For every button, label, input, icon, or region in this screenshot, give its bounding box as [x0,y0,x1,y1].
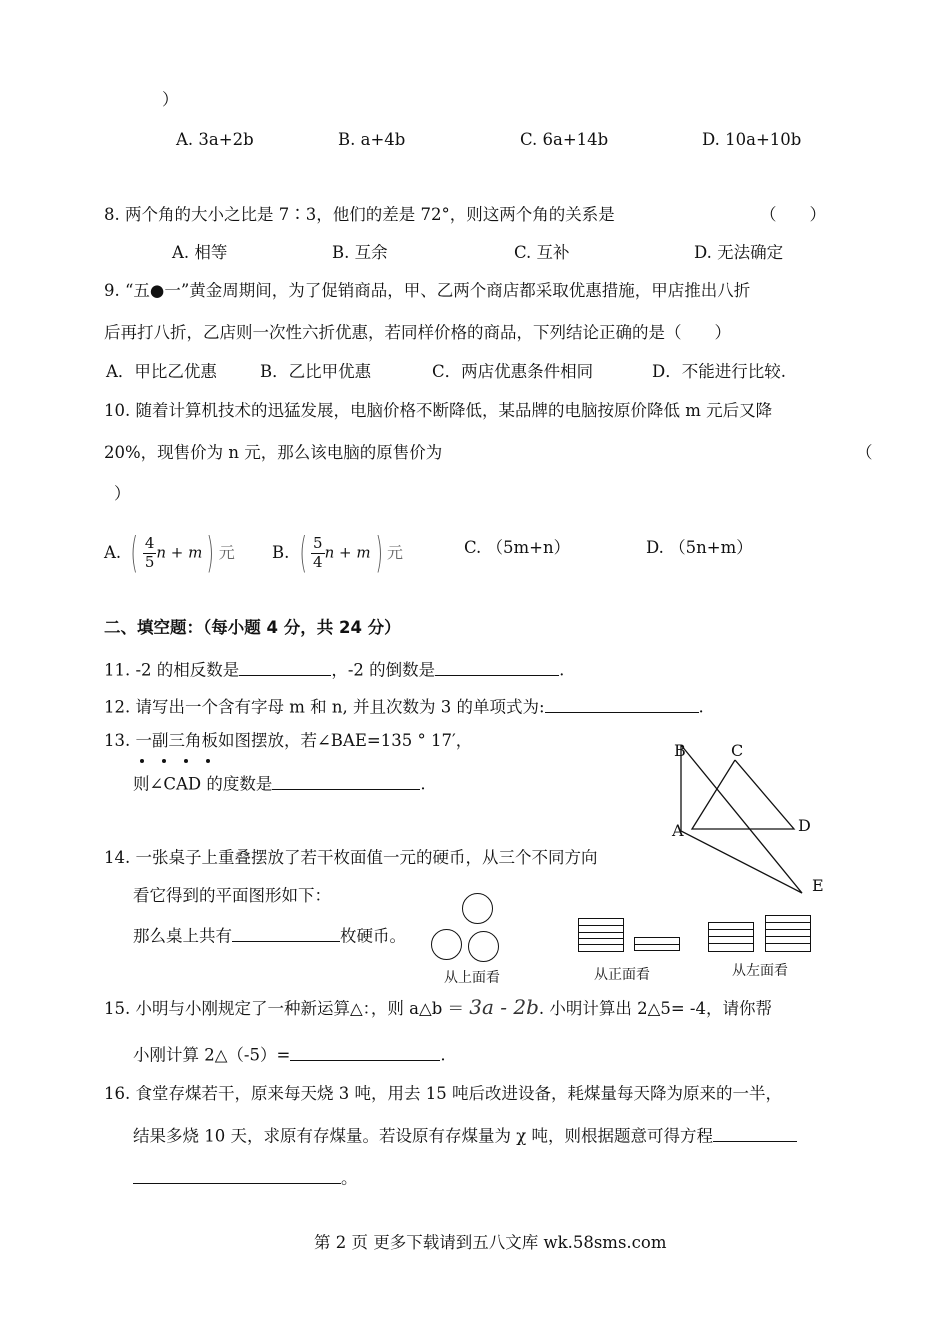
q15-line2-text: 小刚计算 2△（-5）= [133,1045,291,1065]
coin-top [462,893,493,924]
q7-option-b: B. a+4b [338,130,406,149]
q9-option-a: A．甲比乙优惠 [106,362,217,381]
q12-end: . [698,697,704,717]
q10-option-b-unit: 元 [386,543,403,562]
coin-bottom-right [468,931,499,962]
label-a: A [672,821,684,840]
q10-line2: 20%，现售价为 n 元，那么该电脑的原售价为 [104,443,443,462]
q10-paren-close: ） [114,484,131,503]
q15-blank[interactable] [290,1043,440,1061]
q10-option-d: D. （5n+m） [646,538,753,557]
q16-blank1[interactable] [713,1124,797,1142]
emphasis-dot [206,759,210,763]
q10-option-b-label: B. [272,542,290,562]
q8-option-d: D. 无法确定 [694,243,784,262]
label-d: D [798,816,811,835]
q9-line1: 9. “五●一”黄金周期间，为了促销商品，甲、乙两个商店都采取优惠措施，甲店推出八折 [104,281,751,300]
left-stack-1 [708,922,754,952]
q16-line2 [133,1124,797,1146]
q14-line2: 看它得到的平面图形如下： [133,886,331,905]
q12-text: 12. 请写出一个含有字母 m 和 n, 并且次数为 3 的单项式为: [104,697,545,717]
q10-option-b-expr: n + m [324,543,371,562]
q8-paren: （ ） [760,205,826,224]
q10-paren-open: （ [856,443,873,462]
q10-option-a-fraction: $\frac{4}{5}$ [144,534,155,571]
q14-line3a: 那么桌上共有 [133,926,232,946]
right-paren: ) [206,528,215,577]
set-square-2 [692,760,794,829]
q16-blank2[interactable] [133,1166,341,1184]
q11-blank2[interactable] [435,658,559,676]
q15-end: . [440,1045,446,1065]
emphasis-dot [162,759,166,763]
q16-end: 。 [341,1168,358,1188]
coin-bottom-left [431,929,462,960]
q13-line2 [133,772,426,794]
q14-line3b: 枚硬币。 [340,926,406,946]
q10-option-b [272,528,403,577]
label-c: C [731,741,744,760]
q7-option-d: D. 10a+10b [702,130,802,149]
left-paren: ( [299,528,307,577]
q8-option-b: B. 互余 [332,243,388,262]
q15-formula: 3a - 2b [469,995,539,1019]
emphasis-dot [140,759,144,763]
q7-paren-close: ） [162,90,179,109]
q7-option-c: C. 6a+14b [520,130,609,149]
q8-option-c: C. 互补 [514,243,570,262]
q11-blank1[interactable] [239,658,331,676]
q11 [104,658,564,680]
left-paren: ( [130,528,139,577]
q15-line1b: . 小明计算出 2△5= -4，请你帮 [538,999,772,1018]
q13-line2-text: 则∠CAD 的度数是 [133,774,273,794]
q14-line3 [133,924,406,946]
q16-line2-text: 结果多烧 10 天，求原有存煤量。若设原有存煤量为 χ 吨，则根据题意可得方程 [133,1126,713,1146]
q13-end: . [420,774,426,794]
q15-line1 [104,995,772,1019]
footer: 第 2 页 更多下载请到五八文库 wk.58sms.com [314,1233,667,1252]
left-stack-2 [765,915,811,952]
q12 [104,695,704,717]
q9-line2: 后再打八折，乙店则一次性六折优惠，若同样价格的商品，下列结论正确的是（ ） [104,323,731,342]
q10-option-b-fraction: $\frac{5}{4}$ [313,534,323,571]
q16-line3 [133,1166,358,1188]
q14-line1: 14. 一张桌子上重叠摆放了若干枚面值一元的硬币，从三个不同方向 [104,848,598,867]
q9-option-d: D．不能进行比较. [652,362,786,381]
q9-option-c: C．两店优惠条件相同 [432,362,594,381]
q10-option-a [104,528,235,577]
label-b: B [674,741,686,760]
q11-end: . [559,660,565,680]
q13-line1: 13. 一副三角板如图摆放，若∠BAE=135 ° 17′， [104,731,473,750]
label-e: E [812,876,824,895]
q11-part1: 11. -2 的相反数是 [104,660,240,680]
caption-front-view: 从正面看 [594,967,650,983]
front-stack-1 [578,918,624,952]
right-paren: ) [375,528,383,577]
section2-title: 二、填空题：（每小题 4 分，共 24 分） [104,618,401,637]
q13-triangle-figure [660,735,840,900]
q13-blank[interactable] [272,772,420,790]
q10-option-c: C. （5m+n） [464,538,571,557]
q15-line1a: 15. 小明与小刚规定了一种新运算△：，则 a△b ＝ [104,999,465,1018]
front-stack-2 [634,937,680,951]
caption-left-view: 从左面看 [732,963,788,979]
caption-top-view: 从上面看 [444,970,500,986]
q10-option-a-expr: n + m [156,543,203,562]
emphasis-dot [184,759,188,763]
q9-option-b: B．乙比甲优惠 [260,362,372,381]
q10-option-a-unit: 元 [218,543,235,562]
q7-option-a: A. 3a+2b [176,130,254,149]
q10-option-a-label: A. [104,542,122,562]
q8-text: 8. 两个角的大小之比是 7∶3，他们的差是 72°，则这两个角的关系是 [104,205,615,224]
q12-blank[interactable] [545,695,699,713]
q11-part2: ，-2 的倒数是 [331,660,436,680]
q15-line2 [133,1043,446,1065]
q14-blank[interactable] [232,924,340,942]
q8-option-a: A. 相等 [172,243,228,262]
q16-line1: 16. 食堂存煤若干，原来每天烧 3 吨，用去 15 吨后改进设备，耗煤量每天降为原来的一半， [104,1084,782,1103]
q10-line1: 10. 随着计算机技术的迅猛发展，电脑价格不断降低，某品牌的电脑按原价降低 m 元后又降 [104,401,773,420]
